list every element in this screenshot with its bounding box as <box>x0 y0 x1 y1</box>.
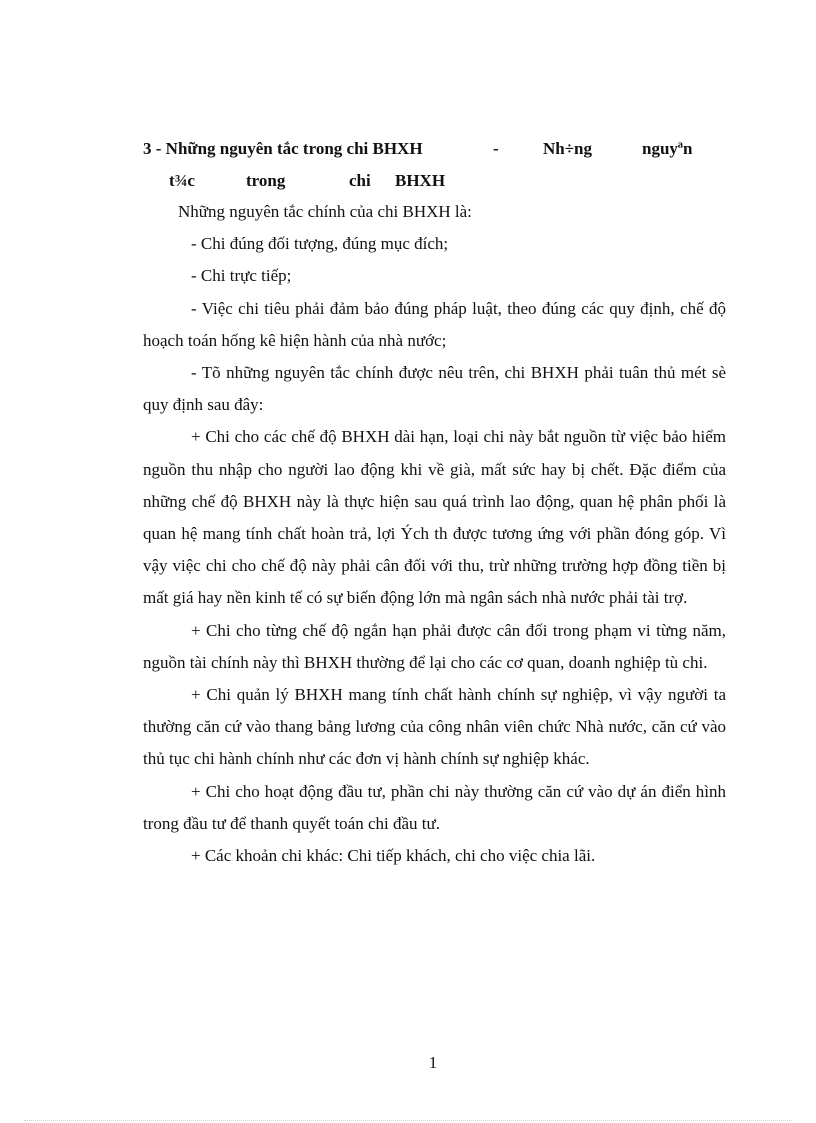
heading-line-1 <box>143 133 733 165</box>
body-text <box>143 196 726 872</box>
heading-garbled-word: BHXH <box>395 171 446 190</box>
heading-garbled-word: trong <box>246 171 286 190</box>
list-item: - Chi đúng đối tượng, đúng mục đích; <box>191 234 449 254</box>
heading-line-2 <box>143 165 733 197</box>
list-item: - Tõ những nguyên tắc chính được nêu trên, chi BHXH phải tuân thủ mét sè quy định sau đây: <box>143 363 726 415</box>
section-heading <box>143 133 733 197</box>
list-item: - Chi trực tiếp; <box>191 266 292 286</box>
heading-garbled-word: chi <box>349 171 371 190</box>
sub-item: + Chi cho từng chế độ ngắn hạn phải được cân đối trong phạm vi từng năm, nguồn tài chính này thì BHXH thường để lại cho các cơ quan, doanh nghiệp tù chi. <box>143 620 726 672</box>
page-bottom-divider <box>24 1120 792 1121</box>
sub-item: + Chi quản lý BHXH mang tính chất hành chính sự nghiệp, vì vậy người ta thường căn cứ vào thang bảng lương của công nhân viên chức Nhà nước, căn cứ vào thủ tục chi hành chính như các đơn vị hành chính sự nghiệp khác. <box>143 685 726 769</box>
sub-item: + Chi cho hoạt động đầu tư, phần chi này thường căn cứ vào dự án điển hình trong đầu tư để thanh quyết toán chi đầu tư. <box>143 781 726 833</box>
sub-item: + Các khoản chi khác: Chi tiếp khách, chi cho việc chia lãi. <box>191 846 596 866</box>
sub-item: + Chi cho các chế độ BHXH dài hạn, loại chi này bắt nguồn từ việc bảo hiểm nguồn thu nhập cho người lao động khi về già, mất sức hay bị chết. Đặc điểm của những chế độ BHXH này là thực hiện sau quá trình lao động, quan hệ phân phối là quan hệ mang tính chất hoàn trả, lợi Ých th được tương ứng với phần đóng góp. Vì vậy việc chi cho chế độ này phải cân đối với thu, trừ những trường hợp đồng tiền bị mất giá hay nền kinh tế có sự biến động lớn mà ngân sách nhà nước phải tài trợ. <box>143 427 726 608</box>
heading-garbled-word: Nh÷ng <box>543 139 593 158</box>
heading-text: 3 - Những nguyên tắc trong chi BHXH <box>143 139 423 158</box>
page-number: 1 <box>428 1053 438 1072</box>
list-item: - Việc chi tiêu phải đảm bảo đúng pháp luật, theo đúng các quy định, chế độ hoạch toán hống kê hiện hành của nhà nước; <box>143 298 726 350</box>
heading-garbled-word: nguyªn <box>642 139 693 158</box>
heading-dash: - <box>493 139 499 158</box>
paragraph-intro: Những nguyên tắc chính của chi BHXH là: <box>178 202 472 221</box>
heading-garbled-word: t¾c <box>169 171 195 190</box>
